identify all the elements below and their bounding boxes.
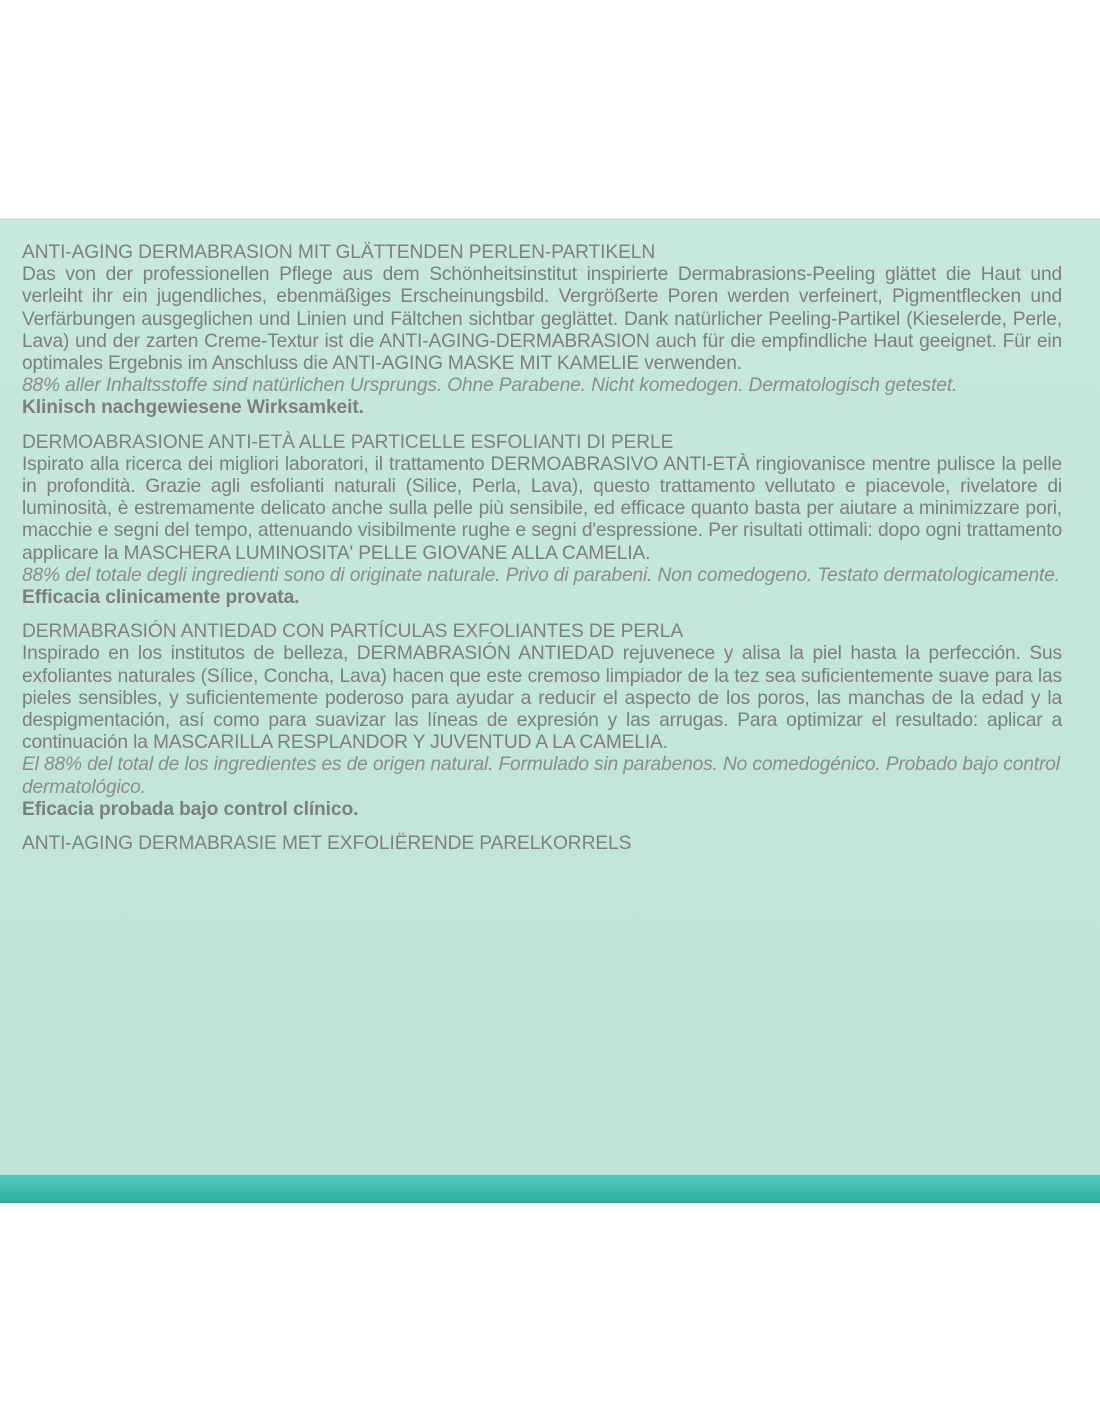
section-body: Das von der professionellen Pflege aus dem Schönheitsinstitut inspirierte Dermabrasions-Peeling glättet die Haut und verleiht ihr ein jugendliches, ebenmäßiges Erscheinungsbild. Vergrößerte Poren werden verfeinert, Pigmentflecken und Verfärbungen ausgeglichen und Linien und Fältchen sichtbar geglättet. Dank natürlicher Peeling-Partikel (Kieselerde, Perle, Lava) und der zarten Creme-Textur ist die ANTI-AGING-DERMABRASION auch für die empfindliche Haut geeignet. Für ein optimales Ergebnis im Anschluss die ANTI-AGING MASKE MIT KAMELIE verwenden. bbox=[22, 264, 1062, 375]
section-heading: DERMABRASIÓN ANTIEDAD CON PARTÍCULAS EXFOLIANTES DE PERLA bbox=[22, 621, 684, 643]
label-text-block bbox=[22, 242, 1062, 855]
section-claim: Efficacia clinicamente provata. bbox=[22, 587, 300, 609]
package-label-panel bbox=[0, 218, 1100, 1203]
section-italian bbox=[22, 432, 1062, 610]
section-note: 88% del totale degli ingredienti sono di originate naturale. Privo di parabeni. Non comedogeno. Testato dermatologicamente. bbox=[22, 564, 1060, 586]
section-body: Inspirado en los institutos de belleza, DERMABRASIÓN ANTIEDAD rejuvenece y alisa la piel hasta la perfección. Sus exfoliantes naturales (Sílice, Concha, Lava) hacen que este cremoso limpiador de la tez sea suficientemente suave para las pieles sensibles, y suficientemente poderoso para ayudar a reducir el aspecto de los poros, las manchas de la edad y la despigmentación, así como para suavizar las líneas de expresión y las arrugas. Para optimizar el resultado: aplicar a continuación la MASCARILLA RESPLANDOR Y JUVENTUD A LA CAMELIA. bbox=[22, 643, 1062, 754]
section-german bbox=[22, 242, 1062, 420]
section-note: El 88% del total de los ingredientes es de origen natural. Formulado sin parabenos. No comedogénico. Probado bajo control dermatológico. bbox=[22, 754, 1060, 798]
section-claim: Klinisch nachgewiesene Wirksamkeit. bbox=[22, 397, 364, 419]
section-heading: ANTI-AGING DERMABRASION MIT GLÄTTENDEN PERLEN-PARTIKELN bbox=[22, 242, 656, 263]
package-edge-band bbox=[0, 1175, 1100, 1203]
section-claim: Eficacia probada bajo control clínico. bbox=[22, 798, 359, 820]
section-heading: DERMOABRASIONE ANTI-ETÀ ALLE PARTICELLE ESFOLIANTI DI PERLE bbox=[22, 431, 674, 453]
section-heading: ANTI-AGING DERMABRASIE MET EXFOLIËRENDE PARELKORRELS bbox=[22, 833, 632, 855]
section-dutch bbox=[22, 833, 1062, 855]
section-note: 88% aller Inhaltsstoffe sind natürlichen Ursprungs. Ohne Parabene. Nicht komedogen. Dermatologisch getestet. bbox=[22, 375, 958, 397]
section-spanish bbox=[22, 621, 1062, 821]
section-body: Ispirato alla ricerca dei migliori laboratori, il trattamento DERMOABRASIVO ANTI-ETÀ ringiovanisce mentre pulisce la pelle in profondità. Grazie agli esfolianti naturali (Silice, Perla, Lava), questo trattamento vellutato e piacevole, rivelatore di luminosità, è estremamente delicato anche sulla pelle più sensibile, ed efficace quanto basta per aiutare a minimizzare pori, macchie e segni del tempo, attenuando visibilmente rughe e segni d'espressione. Per risultati ottimali: dopo ogni trattamento applicare la MASCHERA LUMINOSITA' PELLE GIOVANE ALLA CAMELIA. bbox=[22, 453, 1062, 564]
